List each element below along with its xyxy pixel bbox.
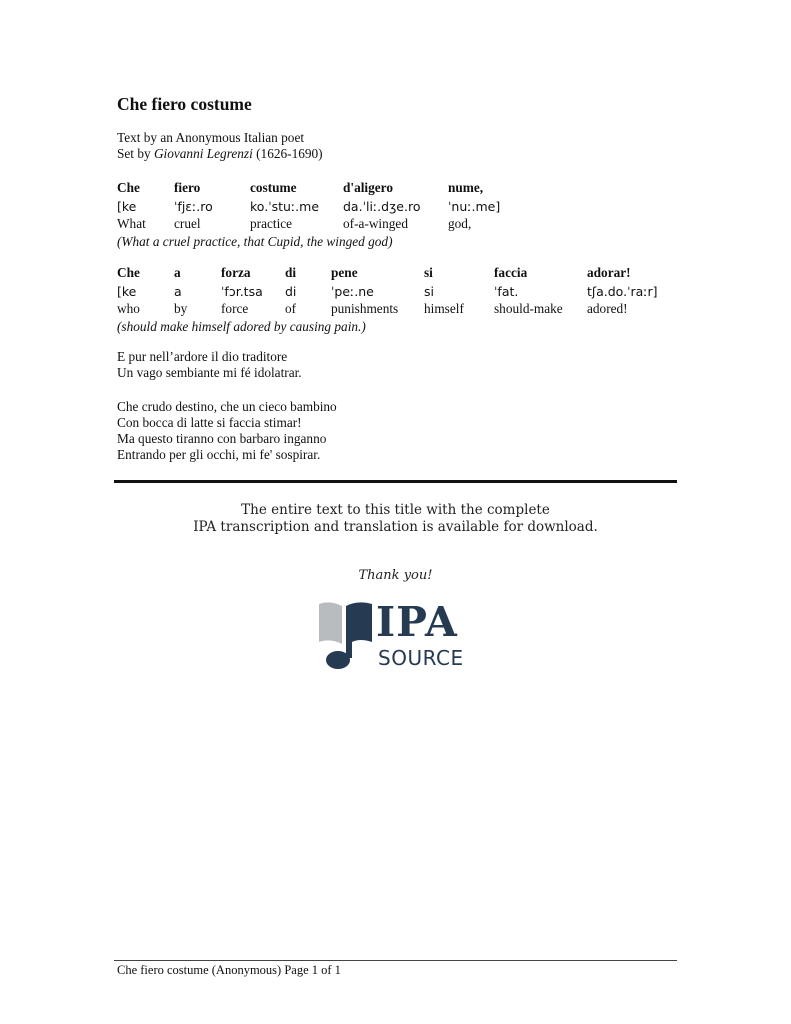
text-by-line: Text by an Anonymous Italian poet <box>117 130 305 145</box>
word: pene <box>331 265 358 280</box>
ipa-word: ˈnuː.me] <box>448 199 501 214</box>
gloss-word: should-make <box>494 301 563 316</box>
verse-line-1 <box>117 180 677 250</box>
logo-word-ipa: IPA <box>376 598 458 646</box>
word: faccia <box>494 265 528 280</box>
gloss-word: god, <box>448 216 472 231</box>
ipa-word: ko.ˈstuː.me <box>250 199 320 214</box>
ipa-word: da.ˈliː.dʒe.ro <box>343 199 421 214</box>
credits <box>117 130 323 162</box>
ipa-word: [ke <box>117 199 137 214</box>
idiomatic-translation: (What a cruel practice, that Cupid, the winged god) <box>117 234 393 249</box>
ipa-word: [ke <box>117 284 137 299</box>
gloss-word: force <box>221 301 249 316</box>
gloss-row <box>117 216 677 234</box>
word: Che <box>117 265 140 280</box>
verse-line: Entrando per gli occhi, mi fe' sospirar. <box>117 447 321 462</box>
page-footer: Che fiero costume (Anonymous) Page 1 of 1 <box>117 963 341 977</box>
ipa-word: ˈfjɛː.ro <box>174 199 213 214</box>
section-divider <box>114 480 677 483</box>
thank-you-text: Thank you! <box>358 568 433 583</box>
ipa-row <box>117 198 677 216</box>
gloss-word: adored! <box>587 301 628 316</box>
page-title: Che fiero costume <box>117 94 252 114</box>
ipa-row <box>117 283 677 301</box>
composer-dates: (1626-1690) <box>252 146 323 161</box>
word: nume, <box>448 180 484 195</box>
gloss-word: of-a-winged <box>343 216 408 231</box>
download-notice <box>114 502 677 536</box>
word: di <box>285 265 297 280</box>
word-row <box>117 180 677 198</box>
ipa-source-logo <box>318 600 478 672</box>
gloss-word: who <box>117 301 140 316</box>
gloss-word: punishments <box>331 301 399 316</box>
gloss-word: by <box>174 301 188 316</box>
verse-line: E pur nell’ardore il dio traditore <box>117 349 288 364</box>
gloss-word: of <box>285 301 297 316</box>
gloss-word: himself <box>424 301 464 316</box>
word: costume <box>250 180 297 195</box>
stanza-1 <box>117 349 302 381</box>
verse-line: Che crudo destino, che un cieco bambino <box>117 399 337 414</box>
stanza-2 <box>117 399 337 463</box>
verse-line: Con bocca di latte si faccia stimar! <box>117 415 302 430</box>
notice-line-1: The entire text to this title with the complete <box>241 502 550 518</box>
word: Che <box>117 180 140 195</box>
word-row <box>117 265 677 283</box>
footer-divider <box>114 960 677 961</box>
word: adorar! <box>587 265 631 280</box>
ipa-word: ˈpeː.ne <box>331 284 374 299</box>
verse-line: Ma questo tiranno con barbaro inganno <box>117 431 327 446</box>
word: d'aligero <box>343 180 393 195</box>
ipa-word: si <box>424 284 434 299</box>
word: si <box>424 265 433 280</box>
idiomatic-translation: (should make himself adored by causing pain.) <box>117 319 366 334</box>
verse-line: Un vago sembiante mi fé idolatrar. <box>117 365 302 380</box>
word: a <box>174 265 181 280</box>
book-music-note-icon <box>318 600 374 670</box>
ipa-word: a <box>174 284 182 299</box>
logo-word-source: SOURCE <box>378 646 464 670</box>
verse-line-2 <box>117 265 677 335</box>
ipa-word: di <box>285 284 297 299</box>
gloss-word: practice <box>250 216 293 231</box>
gloss-word: What <box>117 216 146 231</box>
ipa-word: tʃa.do.ˈraːr] <box>587 284 658 299</box>
set-by-line <box>117 146 323 162</box>
ipa-word: ˈfɔr.tsa <box>221 284 263 299</box>
notice-line-2: IPA transcription and translation is available for download. <box>193 519 598 535</box>
composer-name: Giovanni Legrenzi <box>153 146 253 161</box>
set-by-prefix: Set by <box>117 146 154 161</box>
ipa-word: ˈfat. <box>494 284 519 299</box>
gloss-word: cruel <box>174 216 201 231</box>
gloss-row <box>117 301 677 319</box>
word: forza <box>221 265 251 280</box>
word: fiero <box>174 180 201 195</box>
